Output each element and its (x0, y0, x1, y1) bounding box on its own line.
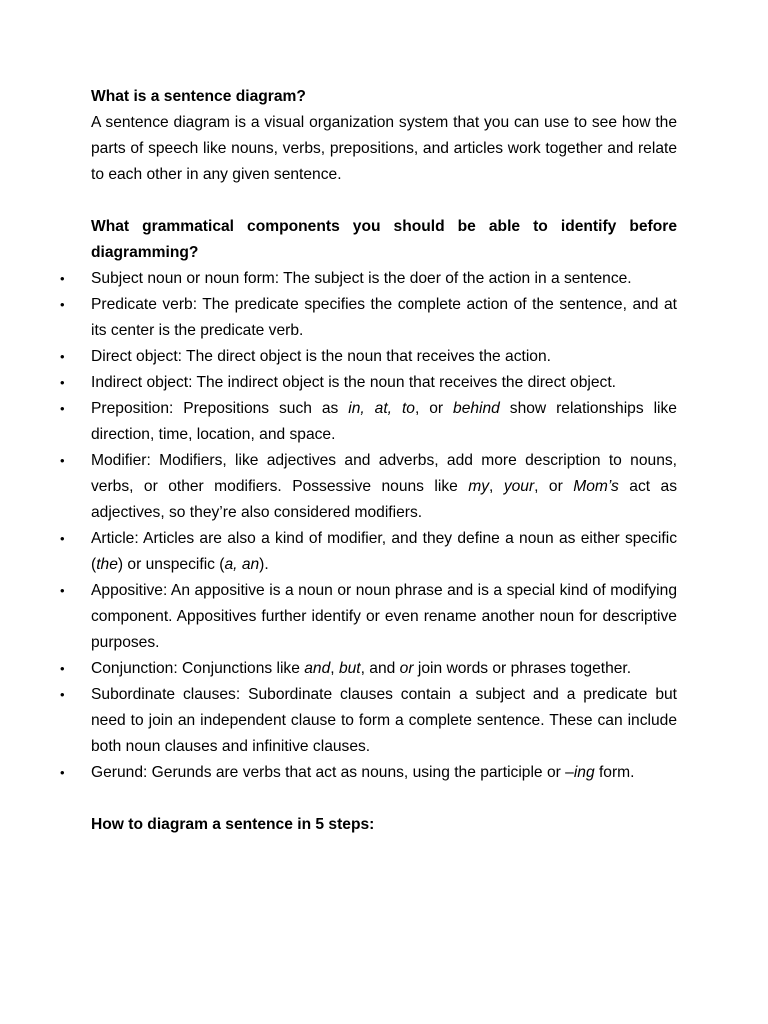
bullet-icon: • (60, 271, 65, 286)
list-item-article (60, 526, 677, 578)
list-item-text: , or (414, 400, 454, 417)
heading-what-is-sentence-diagram: What is a sentence diagram? (91, 88, 306, 105)
list-item-italic: but (338, 660, 361, 677)
list-item-text: , and (360, 660, 400, 677)
list-item-italic: a, an (224, 556, 260, 573)
list-item-text: , (489, 478, 504, 495)
bullet-icon: • (60, 453, 65, 468)
list-item-gerund (60, 760, 677, 786)
list-item-text: show relationships like direction, time, location, and space. (91, 400, 677, 443)
bullet-icon: • (60, 765, 65, 780)
list-item-text: form. (594, 764, 635, 781)
paragraph-definition: A sentence diagram is a visual organization system that you can use to see how the parts of speech like nouns, verbs, prepositions, and articles work together and relate to each other in any given sentence. (91, 114, 677, 183)
list-item-text: ). (259, 556, 269, 573)
list-item-text: Subject noun or noun form: The subject is the doer of the action in a sentence. (91, 270, 632, 287)
list-item-text: Modifier: Modifiers, like adjectives and adverbs, add more description to nouns, verbs, or other modifiers. Possessive nouns like (91, 452, 677, 495)
list-item-italic: ing (573, 764, 595, 781)
list-item-text: Article: Articles are also a kind of modifier, and they define a noun as either specific ( (91, 530, 677, 573)
list-item-text: Indirect object: The indirect object is the noun that receives the direct object. (91, 374, 616, 391)
list-item-subject (60, 266, 677, 292)
bullet-icon: • (60, 687, 65, 702)
list-item-indirect-object (60, 370, 677, 396)
heading-grammatical-components: What grammatical components you should be able to identify before diagramming? (91, 218, 677, 261)
bullet-icon: • (60, 375, 65, 390)
list-item-text: Appositive: An appositive is a noun or noun phrase and is a special kind of modifying component. Appositives further identify or even rename another noun for descriptive purposes. (91, 582, 677, 651)
components-list (60, 266, 677, 786)
list-item-appositive (60, 578, 677, 656)
document-content (60, 84, 677, 838)
bullet-icon: • (60, 531, 65, 546)
list-item-italic: behind (453, 400, 500, 417)
bullet-icon: • (60, 661, 65, 676)
list-item-text: Direct object: The direct object is the noun that receives the action. (91, 348, 551, 365)
list-item-italic: my (468, 478, 490, 495)
list-item-italic: your (503, 478, 535, 495)
list-item-text: Preposition: Prepositions such as (91, 400, 349, 417)
list-item-text: Subordinate clauses: Subordinate clauses contain a subject and a predicate but need to join an independent clause to form a complete sentence. These can include both noun clauses and infinitive clauses. (91, 686, 677, 755)
list-item-text: act as adjectives, so they’re also considered modifiers. (91, 478, 677, 521)
list-item-text: Gerund: Gerunds are verbs that act as nouns, using the participle or – (91, 764, 574, 781)
spacer (91, 188, 677, 214)
list-item-text: join words or phrases together. (413, 660, 632, 677)
list-item-italic: and (304, 660, 331, 677)
heading-how-to-diagram: How to diagram a sentence in 5 steps: (91, 816, 375, 833)
list-item-text: , or (534, 478, 574, 495)
list-item-text: ) or unspecific ( (117, 556, 225, 573)
list-item-italic: in, at, to (348, 400, 415, 417)
bullet-icon: • (60, 401, 65, 416)
list-item-modifier (60, 448, 677, 526)
list-item-italic: Mom’s (573, 478, 619, 495)
list-item-italic: the (96, 556, 118, 573)
bullet-icon: • (60, 349, 65, 364)
list-item-text: , (330, 660, 339, 677)
bullet-icon: • (60, 583, 65, 598)
list-item-direct-object (60, 344, 677, 370)
list-item-text: Predicate verb: The predicate specifies the complete action of the sentence, and at its center is the predicate verb. (91, 296, 677, 339)
list-item-italic: or (399, 660, 414, 677)
list-item-predicate (60, 292, 677, 344)
spacer (91, 786, 677, 812)
bullet-icon: • (60, 297, 65, 312)
list-item-text: Conjunction: Conjunctions like (91, 660, 305, 677)
list-item-subordinate-clauses (60, 682, 677, 760)
list-item-preposition (60, 396, 677, 448)
list-item-conjunction (60, 656, 677, 682)
